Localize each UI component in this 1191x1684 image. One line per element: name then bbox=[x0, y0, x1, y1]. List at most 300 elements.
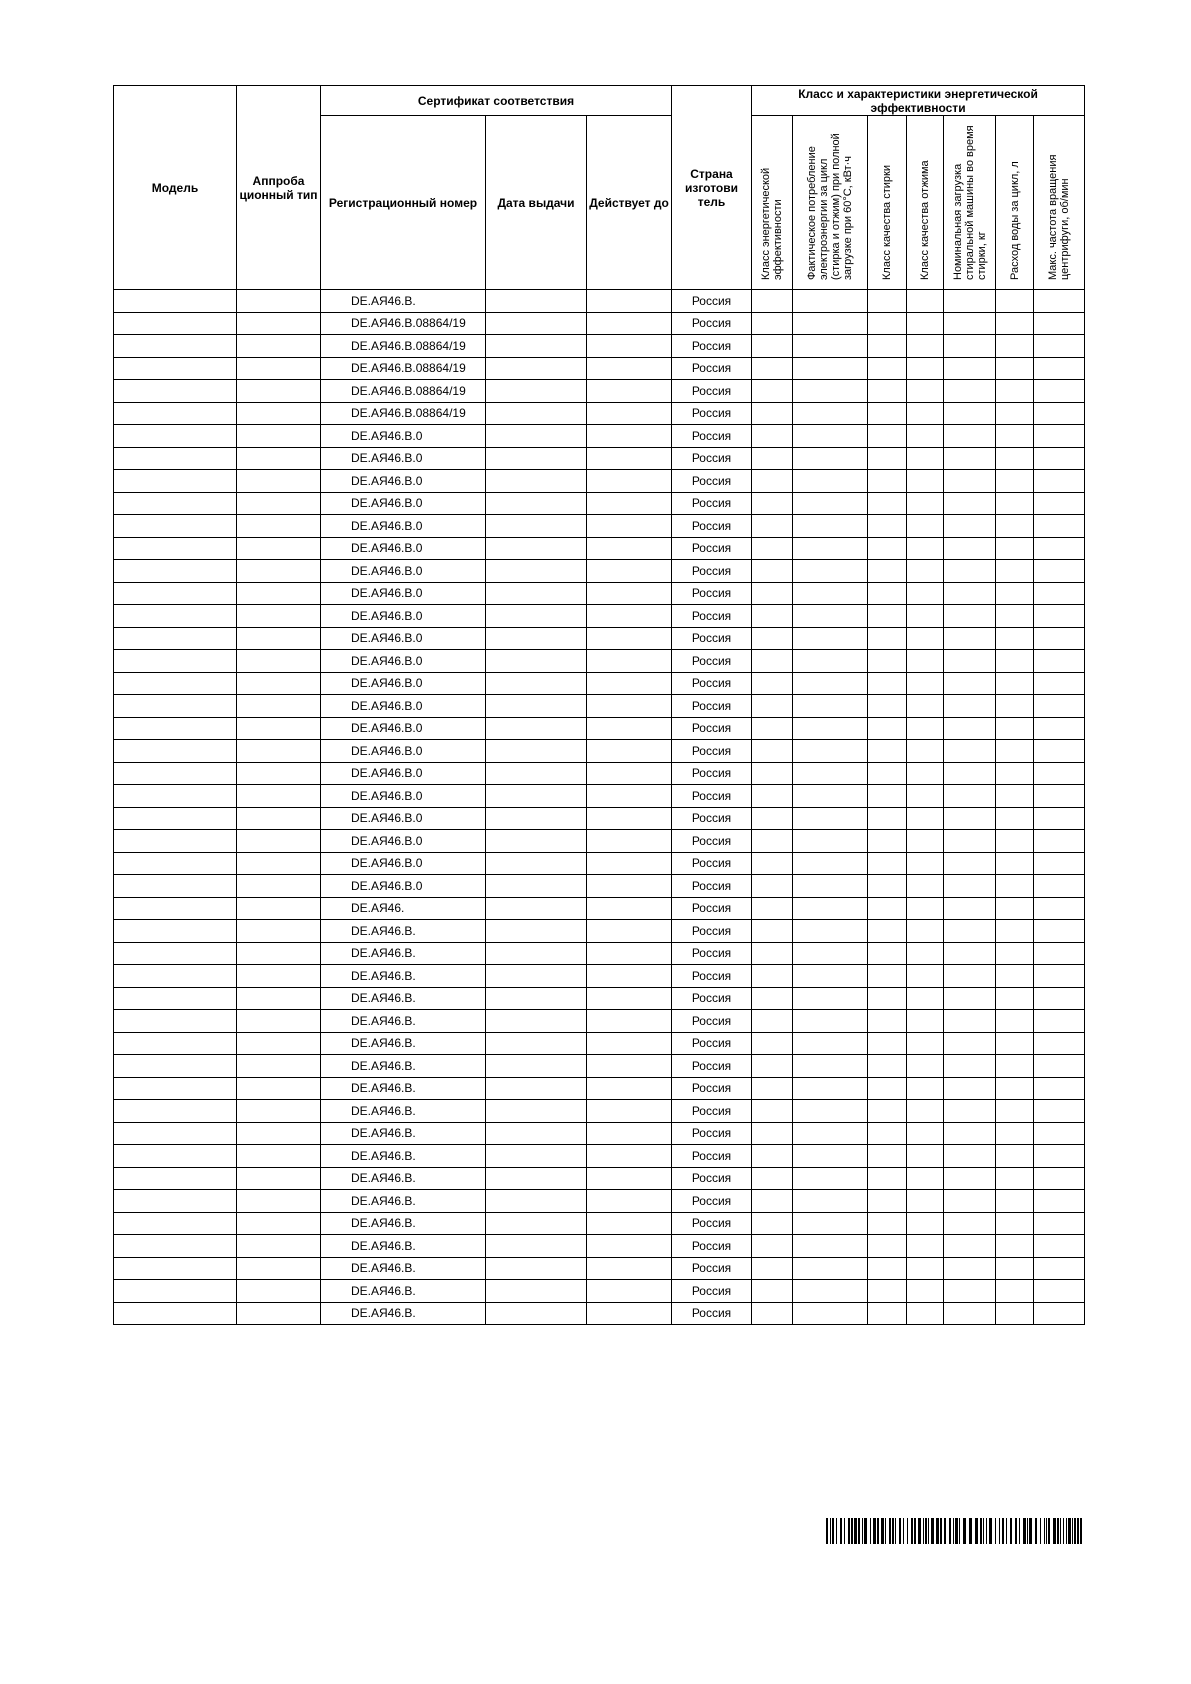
cell-empty bbox=[868, 537, 907, 560]
cell-empty bbox=[587, 672, 672, 695]
cell-empty bbox=[793, 582, 868, 605]
cell-empty bbox=[1034, 740, 1085, 763]
table-row bbox=[114, 1302, 1085, 1325]
cell-empty bbox=[944, 560, 996, 583]
cell-reg-number: DE.АЯ46.В. bbox=[321, 987, 486, 1010]
cell-empty bbox=[868, 1212, 907, 1235]
cell-reg-number: DE.АЯ46.В.0 bbox=[321, 852, 486, 875]
cell-empty bbox=[752, 515, 793, 538]
cell-country: Россия bbox=[672, 717, 752, 740]
cell-empty bbox=[752, 380, 793, 403]
cell-empty bbox=[907, 672, 944, 695]
cell-reg-number: DE.АЯ46.В. bbox=[321, 1280, 486, 1303]
cell-empty bbox=[793, 470, 868, 493]
cell-empty bbox=[752, 627, 793, 650]
cell-empty bbox=[752, 1257, 793, 1280]
cell-reg-number: DE.АЯ46.В. bbox=[321, 965, 486, 988]
cell-empty bbox=[944, 762, 996, 785]
cell-empty bbox=[114, 1212, 237, 1235]
cell-empty bbox=[237, 1010, 321, 1033]
cell-reg-number: DE.АЯ46.В. bbox=[321, 1257, 486, 1280]
cell-empty bbox=[237, 1235, 321, 1258]
table-row bbox=[114, 1167, 1085, 1190]
cell-country: Россия bbox=[672, 852, 752, 875]
cell-empty bbox=[114, 672, 237, 695]
table-header bbox=[114, 86, 1085, 290]
cell-empty bbox=[752, 717, 793, 740]
cell-empty bbox=[114, 695, 237, 718]
header-actual-consumption: Фактическое потребление электроэнергии за цикл (стирка и отжим) при полной загрузке при 60°С, кВт·ч bbox=[806, 133, 854, 280]
table-row bbox=[114, 762, 1085, 785]
cell-empty bbox=[996, 537, 1034, 560]
cell-empty bbox=[114, 785, 237, 808]
cell-empty bbox=[114, 897, 237, 920]
cell-empty bbox=[868, 1302, 907, 1325]
cell-empty bbox=[237, 897, 321, 920]
cell-empty bbox=[752, 1212, 793, 1235]
cell-empty bbox=[944, 1145, 996, 1168]
cell-empty bbox=[587, 1257, 672, 1280]
cell-empty bbox=[944, 515, 996, 538]
cell-empty bbox=[587, 335, 672, 358]
cell-empty bbox=[907, 537, 944, 560]
cell-empty bbox=[486, 470, 587, 493]
cell-empty bbox=[907, 897, 944, 920]
cell-empty bbox=[996, 357, 1034, 380]
cell-empty bbox=[752, 1145, 793, 1168]
cell-empty bbox=[1034, 1055, 1085, 1078]
cell-empty bbox=[793, 1145, 868, 1168]
cell-empty bbox=[1034, 942, 1085, 965]
cell-empty bbox=[793, 1167, 868, 1190]
header-max-spin-cell bbox=[1034, 116, 1085, 290]
cell-country: Россия bbox=[672, 1100, 752, 1123]
cell-empty bbox=[486, 740, 587, 763]
cell-empty bbox=[944, 290, 996, 313]
cell-empty bbox=[793, 785, 868, 808]
table-row bbox=[114, 650, 1085, 673]
cell-empty bbox=[793, 492, 868, 515]
cell-empty bbox=[996, 447, 1034, 470]
cell-empty bbox=[237, 875, 321, 898]
cell-empty bbox=[114, 515, 237, 538]
cell-empty bbox=[996, 1280, 1034, 1303]
cell-empty bbox=[1034, 582, 1085, 605]
cell-empty bbox=[996, 920, 1034, 943]
cell-empty bbox=[944, 1235, 996, 1258]
cell-empty bbox=[486, 1010, 587, 1033]
cell-empty bbox=[237, 1077, 321, 1100]
table-row bbox=[114, 582, 1085, 605]
cell-empty bbox=[944, 357, 996, 380]
cell-empty bbox=[793, 1010, 868, 1033]
cell-empty bbox=[868, 807, 907, 830]
cell-reg-number: DE.АЯ46.В.0 bbox=[321, 605, 486, 628]
table-row bbox=[114, 357, 1085, 380]
cell-empty bbox=[793, 875, 868, 898]
cell-empty bbox=[944, 1302, 996, 1325]
table-row bbox=[114, 672, 1085, 695]
cell-empty bbox=[1034, 560, 1085, 583]
cell-country: Россия bbox=[672, 1122, 752, 1145]
cell-empty bbox=[486, 785, 587, 808]
cell-empty bbox=[486, 1122, 587, 1145]
cell-empty bbox=[752, 605, 793, 628]
table-row bbox=[114, 695, 1085, 718]
cell-reg-number: DE.АЯ46.В.0 bbox=[321, 425, 486, 448]
cell-empty bbox=[237, 1167, 321, 1190]
header-nominal-load: Номинальная загрузка стиральной машины во время стирки, кг bbox=[951, 125, 988, 280]
cell-empty bbox=[114, 1077, 237, 1100]
cell-country: Россия bbox=[672, 650, 752, 673]
cell-empty bbox=[587, 762, 672, 785]
cell-empty bbox=[944, 492, 996, 515]
cell-empty bbox=[944, 717, 996, 740]
cell-empty bbox=[237, 650, 321, 673]
header-water-use-cell bbox=[996, 116, 1034, 290]
cell-empty bbox=[486, 1257, 587, 1280]
cell-empty bbox=[868, 290, 907, 313]
cell-empty bbox=[868, 1032, 907, 1055]
cell-empty bbox=[1034, 605, 1085, 628]
table-row bbox=[114, 830, 1085, 853]
cell-empty bbox=[793, 425, 868, 448]
header-valid-until: Действует до bbox=[587, 116, 672, 290]
cell-empty bbox=[752, 1280, 793, 1303]
cell-empty bbox=[114, 1257, 237, 1280]
cell-empty bbox=[944, 807, 996, 830]
cell-empty bbox=[237, 1055, 321, 1078]
cell-empty bbox=[752, 650, 793, 673]
cell-empty bbox=[587, 852, 672, 875]
cell-empty bbox=[752, 740, 793, 763]
cell-empty bbox=[1034, 470, 1085, 493]
cell-empty bbox=[907, 357, 944, 380]
cell-empty bbox=[907, 447, 944, 470]
cell-empty bbox=[587, 920, 672, 943]
table-row bbox=[114, 942, 1085, 965]
cell-empty bbox=[237, 672, 321, 695]
cell-empty bbox=[996, 1212, 1034, 1235]
cell-empty bbox=[587, 1235, 672, 1258]
cell-empty bbox=[114, 425, 237, 448]
cell-empty bbox=[996, 1032, 1034, 1055]
table-row bbox=[114, 1280, 1085, 1303]
cell-empty bbox=[587, 1122, 672, 1145]
cell-reg-number: DE.АЯ46.В.0 bbox=[321, 582, 486, 605]
cell-empty bbox=[237, 582, 321, 605]
cell-empty bbox=[237, 695, 321, 718]
cell-country: Россия bbox=[672, 402, 752, 425]
cell-empty bbox=[996, 492, 1034, 515]
cell-empty bbox=[793, 762, 868, 785]
cell-empty bbox=[486, 357, 587, 380]
cell-empty bbox=[486, 965, 587, 988]
table-row bbox=[114, 785, 1085, 808]
cell-country: Россия bbox=[672, 1235, 752, 1258]
cell-country: Россия bbox=[672, 1010, 752, 1033]
cell-empty bbox=[752, 1302, 793, 1325]
header-actual-consumption-cell bbox=[793, 116, 868, 290]
cell-empty bbox=[587, 897, 672, 920]
cell-empty bbox=[907, 380, 944, 403]
cell-country: Россия bbox=[672, 1257, 752, 1280]
cell-empty bbox=[237, 312, 321, 335]
header-water-use: Расход воды за цикл, л bbox=[1008, 161, 1021, 280]
cell-empty bbox=[114, 942, 237, 965]
cell-empty bbox=[752, 852, 793, 875]
cell-empty bbox=[868, 830, 907, 853]
cell-empty bbox=[237, 492, 321, 515]
cell-empty bbox=[114, 605, 237, 628]
cell-empty bbox=[486, 1055, 587, 1078]
cell-empty bbox=[752, 402, 793, 425]
cell-empty bbox=[944, 470, 996, 493]
cell-empty bbox=[944, 740, 996, 763]
cell-reg-number: DE.АЯ46.В.08864/19 bbox=[321, 402, 486, 425]
cell-empty bbox=[486, 560, 587, 583]
cell-country: Россия bbox=[672, 380, 752, 403]
cell-empty bbox=[996, 852, 1034, 875]
cell-empty bbox=[868, 740, 907, 763]
cell-country: Россия bbox=[672, 830, 752, 853]
cell-empty bbox=[486, 920, 587, 943]
cell-empty bbox=[1034, 515, 1085, 538]
cell-country: Россия bbox=[672, 1055, 752, 1078]
cell-reg-number: DE.АЯ46.В.0 bbox=[321, 627, 486, 650]
cell-empty bbox=[996, 897, 1034, 920]
cell-empty bbox=[944, 1212, 996, 1235]
cell-empty bbox=[1034, 965, 1085, 988]
cell-empty bbox=[907, 807, 944, 830]
cell-empty bbox=[486, 515, 587, 538]
table-body bbox=[114, 290, 1085, 1325]
cell-empty bbox=[237, 762, 321, 785]
cell-reg-number: DE.АЯ46.В.0 bbox=[321, 560, 486, 583]
cell-empty bbox=[752, 560, 793, 583]
cell-empty bbox=[237, 1280, 321, 1303]
cell-empty bbox=[907, 1212, 944, 1235]
cell-empty bbox=[114, 335, 237, 358]
cell-empty bbox=[587, 402, 672, 425]
cell-empty bbox=[1034, 1302, 1085, 1325]
cell-empty bbox=[114, 807, 237, 830]
cell-reg-number: DE.АЯ46.В. bbox=[321, 1032, 486, 1055]
cell-empty bbox=[237, 380, 321, 403]
cell-empty bbox=[237, 1190, 321, 1213]
cell-empty bbox=[1034, 357, 1085, 380]
table-row bbox=[114, 1077, 1085, 1100]
cell-reg-number: DE.АЯ46.В.0 bbox=[321, 515, 486, 538]
table-row bbox=[114, 537, 1085, 560]
header-energy-class: Класс энергетической эффективности bbox=[760, 167, 784, 280]
cell-empty bbox=[907, 402, 944, 425]
cell-empty bbox=[793, 605, 868, 628]
table-row bbox=[114, 447, 1085, 470]
cell-empty bbox=[868, 1122, 907, 1145]
cell-empty bbox=[752, 807, 793, 830]
cell-empty bbox=[1034, 830, 1085, 853]
cell-empty bbox=[793, 1077, 868, 1100]
table-row bbox=[114, 1122, 1085, 1145]
cell-empty bbox=[1034, 1010, 1085, 1033]
cell-empty bbox=[114, 1055, 237, 1078]
cell-country: Россия bbox=[672, 605, 752, 628]
cell-empty bbox=[587, 875, 672, 898]
cell-empty bbox=[907, 312, 944, 335]
cell-empty bbox=[868, 762, 907, 785]
cell-empty bbox=[996, 1055, 1034, 1078]
cell-empty bbox=[793, 1212, 868, 1235]
cell-empty bbox=[114, 380, 237, 403]
cell-empty bbox=[752, 1235, 793, 1258]
table-row bbox=[114, 897, 1085, 920]
cell-empty bbox=[868, 1055, 907, 1078]
cell-empty bbox=[237, 987, 321, 1010]
header-max-spin: Макс. частота вращения центрифуги, об/мин bbox=[1047, 154, 1072, 280]
cell-empty bbox=[907, 650, 944, 673]
cell-empty bbox=[907, 695, 944, 718]
cell-reg-number: DE.АЯ46.В.0 bbox=[321, 717, 486, 740]
cell-empty bbox=[907, 1122, 944, 1145]
cell-empty bbox=[587, 830, 672, 853]
cell-empty bbox=[587, 695, 672, 718]
cell-empty bbox=[996, 560, 1034, 583]
cell-empty bbox=[996, 402, 1034, 425]
cell-empty bbox=[868, 492, 907, 515]
cell-empty bbox=[944, 897, 996, 920]
cell-empty bbox=[996, 1167, 1034, 1190]
cell-empty bbox=[868, 785, 907, 808]
cell-empty bbox=[587, 515, 672, 538]
certificate-table bbox=[113, 85, 1085, 1325]
cell-empty bbox=[944, 312, 996, 335]
table-row bbox=[114, 1010, 1085, 1033]
cell-empty bbox=[237, 1302, 321, 1325]
cell-empty bbox=[1034, 987, 1085, 1010]
cell-empty bbox=[944, 1100, 996, 1123]
cell-empty bbox=[793, 402, 868, 425]
cell-reg-number: DE.АЯ46.В.0 bbox=[321, 762, 486, 785]
cell-empty bbox=[752, 897, 793, 920]
cell-empty bbox=[486, 582, 587, 605]
cell-empty bbox=[793, 672, 868, 695]
cell-empty bbox=[868, 650, 907, 673]
cell-empty bbox=[237, 515, 321, 538]
cell-country: Россия bbox=[672, 1167, 752, 1190]
cell-empty bbox=[944, 695, 996, 718]
cell-reg-number: DE.АЯ46.В.08864/19 bbox=[321, 380, 486, 403]
cell-empty bbox=[907, 582, 944, 605]
cell-empty bbox=[587, 1302, 672, 1325]
cell-empty bbox=[114, 312, 237, 335]
cell-empty bbox=[868, 1077, 907, 1100]
cell-reg-number: DE.АЯ46.В.0 bbox=[321, 830, 486, 853]
cell-empty bbox=[1034, 875, 1085, 898]
cell-empty bbox=[114, 582, 237, 605]
cell-empty bbox=[793, 1055, 868, 1078]
cell-empty bbox=[1034, 402, 1085, 425]
cell-empty bbox=[996, 335, 1034, 358]
cell-empty bbox=[868, 717, 907, 740]
cell-reg-number: DE.АЯ46.В. bbox=[321, 1010, 486, 1033]
cell-empty bbox=[237, 560, 321, 583]
cell-empty bbox=[793, 357, 868, 380]
cell-empty bbox=[486, 830, 587, 853]
cell-empty bbox=[944, 785, 996, 808]
cell-empty bbox=[486, 695, 587, 718]
cell-empty bbox=[793, 537, 868, 560]
cell-reg-number: DE.АЯ46.В.08864/19 bbox=[321, 312, 486, 335]
cell-empty bbox=[996, 582, 1034, 605]
cell-empty bbox=[587, 425, 672, 448]
cell-reg-number: DE.АЯ46.В.0 bbox=[321, 650, 486, 673]
cell-empty bbox=[907, 1055, 944, 1078]
cell-empty bbox=[793, 987, 868, 1010]
cell-empty bbox=[1034, 1100, 1085, 1123]
cell-empty bbox=[752, 312, 793, 335]
cell-empty bbox=[114, 1190, 237, 1213]
cell-empty bbox=[944, 830, 996, 853]
cell-empty bbox=[907, 740, 944, 763]
cell-empty bbox=[237, 740, 321, 763]
cell-empty bbox=[486, 605, 587, 628]
cell-empty bbox=[868, 1145, 907, 1168]
cell-empty bbox=[752, 830, 793, 853]
cell-reg-number: DE.АЯ46.В. bbox=[321, 1190, 486, 1213]
cell-empty bbox=[996, 1077, 1034, 1100]
table-row bbox=[114, 987, 1085, 1010]
cell-empty bbox=[793, 1235, 868, 1258]
cell-empty bbox=[1034, 312, 1085, 335]
cell-reg-number: DE.АЯ46.В.0 bbox=[321, 470, 486, 493]
cell-empty bbox=[944, 1055, 996, 1078]
cell-empty bbox=[1034, 1077, 1085, 1100]
cell-empty bbox=[793, 515, 868, 538]
cell-country: Россия bbox=[672, 807, 752, 830]
cell-empty bbox=[486, 1212, 587, 1235]
cell-empty bbox=[114, 402, 237, 425]
cell-empty bbox=[486, 537, 587, 560]
cell-empty bbox=[907, 470, 944, 493]
cell-country: Россия bbox=[672, 1190, 752, 1213]
cell-empty bbox=[868, 1190, 907, 1213]
cell-empty bbox=[907, 560, 944, 583]
cell-empty bbox=[868, 672, 907, 695]
cell-empty bbox=[486, 447, 587, 470]
cell-empty bbox=[587, 942, 672, 965]
cell-empty bbox=[486, 1190, 587, 1213]
cell-empty bbox=[996, 1302, 1034, 1325]
cell-empty bbox=[237, 717, 321, 740]
cell-empty bbox=[907, 1190, 944, 1213]
cell-empty bbox=[1034, 897, 1085, 920]
cell-empty bbox=[996, 1145, 1034, 1168]
table-row bbox=[114, 1235, 1085, 1258]
cell-empty bbox=[793, 717, 868, 740]
cell-empty bbox=[793, 1257, 868, 1280]
barcode bbox=[826, 1518, 1084, 1544]
cell-empty bbox=[793, 807, 868, 830]
cell-country: Россия bbox=[672, 357, 752, 380]
cell-empty bbox=[752, 357, 793, 380]
cell-empty bbox=[868, 965, 907, 988]
cell-empty bbox=[486, 852, 587, 875]
cell-empty bbox=[587, 1190, 672, 1213]
cell-empty bbox=[237, 1212, 321, 1235]
cell-empty bbox=[944, 942, 996, 965]
cell-empty bbox=[907, 1145, 944, 1168]
